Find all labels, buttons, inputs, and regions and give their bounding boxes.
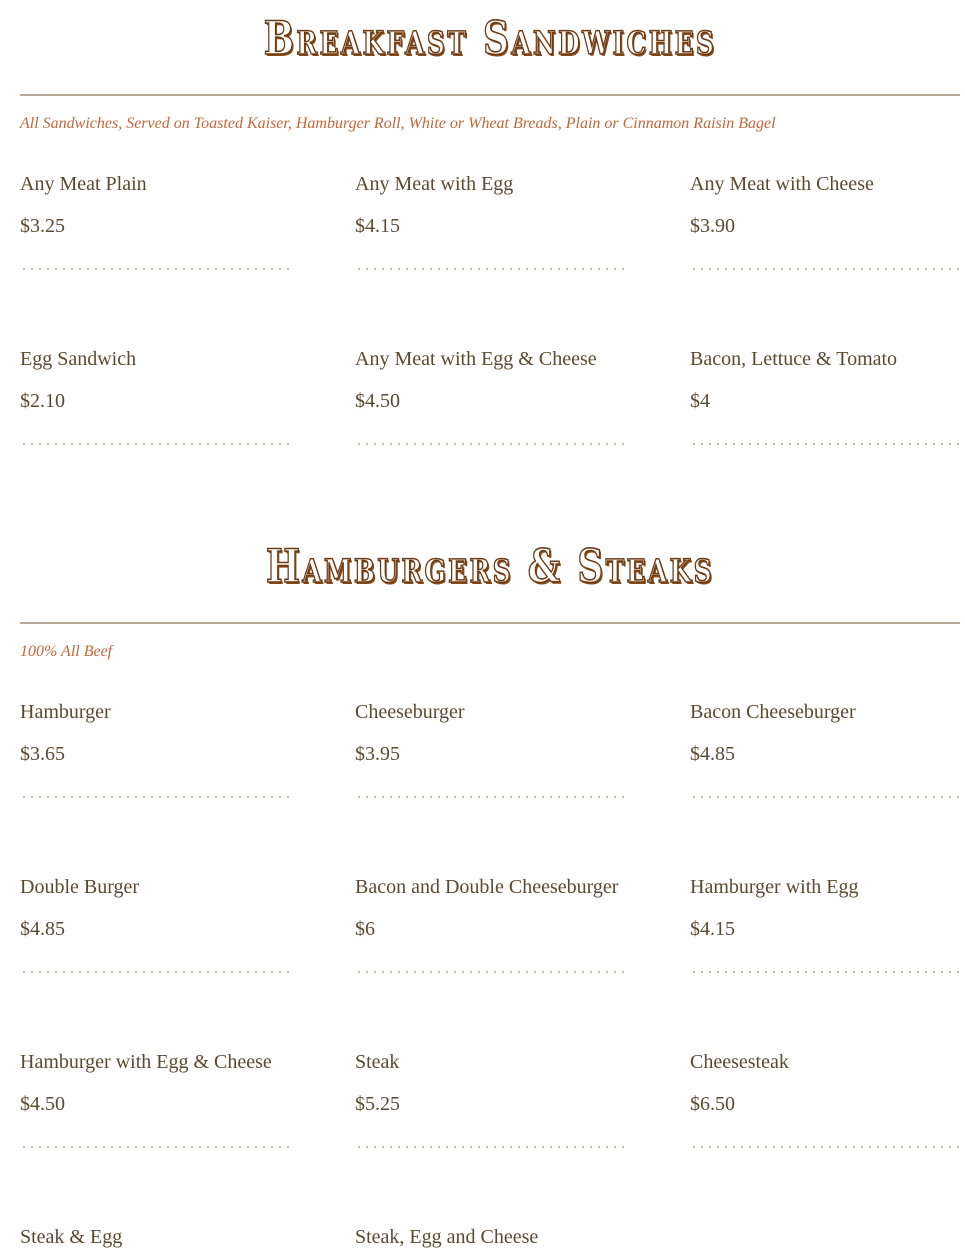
menu-item-name: Cheesesteak — [690, 1051, 789, 1073]
menu-item — [20, 172, 290, 238]
menu-item — [690, 875, 960, 941]
menu-item-name: Steak, Egg and Cheese — [355, 1226, 539, 1248]
menu-item-price: $4.15 — [355, 215, 400, 237]
menu-item-name: Any Meat with Cheese — [690, 173, 874, 195]
menu-item-name: Hamburger with Egg & Cheese — [20, 1051, 272, 1073]
menu-item — [20, 347, 290, 413]
menu-item-name: Steak — [355, 1051, 400, 1073]
menu-item-price: $6.50 — [690, 1093, 735, 1115]
menu-item-name: Double Burger — [20, 876, 140, 898]
dotted-separator — [690, 971, 960, 973]
section-title: Breakfast Sandwiches — [263, 11, 717, 65]
section-subtitle: All Sandwiches, Served on Toasted Kaiser, Hamburger Roll, White or Wheat Breads, Plain or Cinnamon Raisin Bagel — [20, 115, 776, 132]
menu-item — [690, 1050, 960, 1116]
dotted-separator — [20, 443, 290, 445]
menu-item-price: $4.15 — [690, 918, 735, 940]
dotted-separator — [20, 1146, 290, 1148]
menu-item-price: $5.25 — [355, 1093, 400, 1115]
menu-item-name: Hamburger with Egg — [690, 876, 859, 898]
menu-item-price: $4.85 — [20, 918, 65, 940]
menu-item-price: $4.50 — [355, 390, 400, 412]
dotted-separator — [690, 796, 960, 798]
menu-item-name: Bacon, Lettuce & Tomato — [690, 348, 898, 370]
section-subtitle: 100% All Beef — [20, 643, 113, 660]
menu-item-price: $4.50 — [20, 1093, 65, 1115]
dotted-separator — [690, 1146, 960, 1148]
menu-item — [690, 700, 960, 766]
menu-item-name: Any Meat Plain — [20, 173, 147, 195]
section-title: Hamburgers & Steaks — [265, 539, 715, 593]
menu-item-name: Bacon Cheeseburger — [690, 701, 856, 723]
menu-item — [690, 347, 960, 413]
menu-item-price: $2.10 — [20, 390, 65, 412]
menu-item — [355, 172, 625, 238]
menu-item-price: $4 — [690, 390, 710, 412]
dotted-separator — [355, 971, 625, 973]
menu-item — [690, 172, 960, 238]
menu-item-name: Bacon and Double Cheeseburger — [355, 876, 619, 898]
dotted-separator — [690, 268, 960, 270]
section-divider — [20, 622, 960, 624]
dotted-separator — [20, 971, 290, 973]
dotted-separator — [20, 268, 290, 270]
dotted-separator — [355, 443, 625, 445]
menu-item — [20, 1050, 290, 1116]
menu-item — [20, 1225, 290, 1249]
menu-item — [355, 1050, 625, 1116]
menu-item — [355, 700, 625, 766]
menu-item-name: Any Meat with Egg & Cheese — [355, 348, 597, 370]
section-divider — [20, 94, 960, 96]
menu-item-name: Hamburger — [20, 701, 111, 723]
menu-item — [355, 347, 625, 413]
dotted-separator — [355, 1146, 625, 1148]
menu-item-price: $3.95 — [355, 743, 400, 765]
menu-item — [20, 700, 290, 766]
menu-item — [20, 875, 290, 941]
menu-item-price: $4.85 — [690, 743, 735, 765]
menu-item-price: $3.65 — [20, 743, 65, 765]
menu-item-name: Egg Sandwich — [20, 348, 137, 370]
dotted-separator — [355, 796, 625, 798]
menu-item-price: $3.25 — [20, 215, 65, 237]
menu-item-price: $3.90 — [690, 215, 735, 237]
menu-item-price: $6 — [355, 918, 375, 940]
menu-item-name: Steak & Egg — [20, 1226, 123, 1248]
dotted-separator — [355, 268, 625, 270]
dotted-separator — [20, 796, 290, 798]
dotted-separator — [690, 443, 960, 445]
menu-item — [355, 875, 625, 941]
menu-item — [355, 1225, 625, 1249]
menu-item-name: Cheeseburger — [355, 701, 465, 723]
menu-item-name: Any Meat with Egg — [355, 173, 514, 195]
